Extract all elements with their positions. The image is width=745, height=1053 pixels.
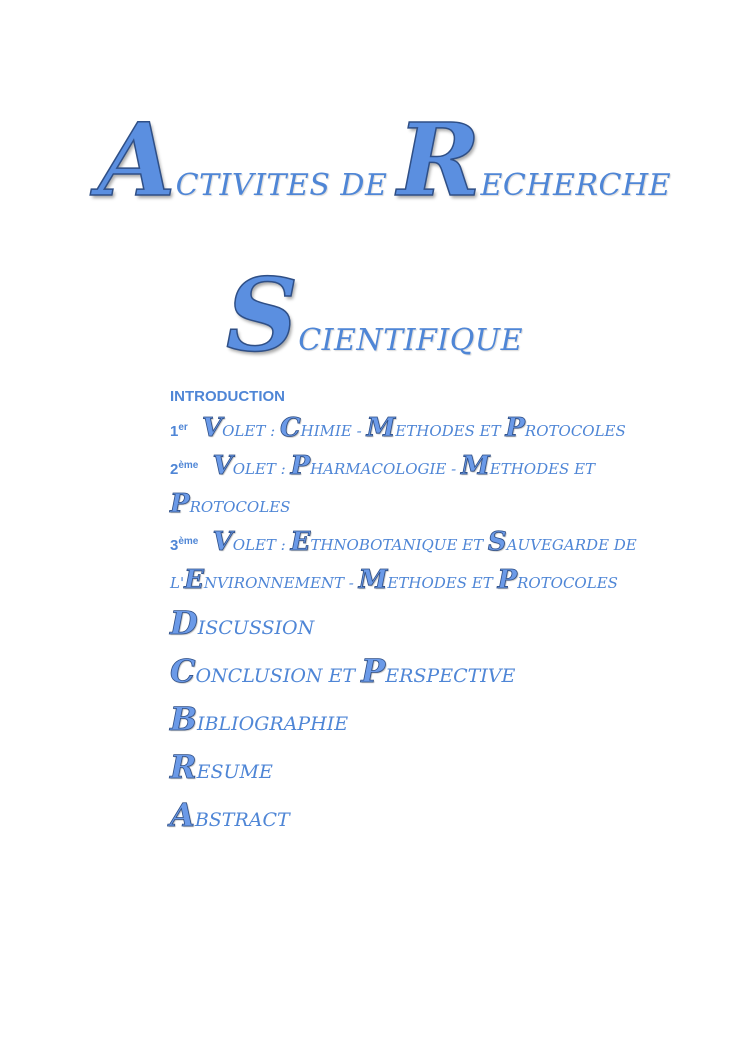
drop-cap: S [487,527,507,557]
toc-resume[interactable] [170,743,600,791]
volet-number: 1er [170,422,188,440]
toc-text: ONCLUSION ET [195,665,362,687]
volet-number: 2ème [170,460,199,478]
drop-cap: V [201,413,223,443]
volet-number: 3ème [170,536,199,554]
drop-cap: C [170,652,196,690]
toc-text: OLET : [222,422,280,440]
toc-discussion[interactable] [170,599,600,647]
toc-text: ROTOCOLES [189,498,291,516]
drop-cap: M [460,451,490,481]
toc-volet-2-cont[interactable] [170,485,600,523]
drop-cap: M [358,565,388,595]
title-text-activites: CTIVITES DE [175,168,398,203]
toc-text: ERSPECTIVE [385,665,516,687]
drop-cap: C [279,413,301,443]
drop-cap: P [505,413,525,443]
toc-text: AUVEGARDE DE [506,536,637,554]
toc-volet-1[interactable] [170,409,626,447]
toc-text: HIMIE - [300,422,367,440]
toc-text: ROTOCOLES [524,422,626,440]
toc-introduction[interactable]: INTRODUCTION [170,388,285,405]
toc-text: HARMACOLOGIE - [310,460,461,478]
drop-cap: P [361,652,386,690]
toc-text: OLET : [232,536,291,554]
toc-text: ETHODES ET [387,574,498,592]
drop-cap: R [170,748,197,786]
drop-cap: V [212,527,233,557]
drop-cap: V [212,451,233,481]
toc-text: ROTOCOLES [517,574,618,592]
toc-text: ESUME [196,761,273,783]
toc-text: THNOBOTANIQUE ET [310,536,488,554]
toc-volet-3-cont[interactable] [170,561,618,599]
toc-conclusion[interactable] [170,647,600,695]
toc-bibliographie[interactable] [170,695,600,743]
toc-abstract[interactable] [170,791,600,839]
title-text-recherche: ECHERCHE [480,168,672,203]
toc-volet-3[interactable] [170,523,637,561]
drop-cap: A [170,796,195,834]
toc-text: OLET : [232,460,291,478]
toc-text: NVIRONNEMENT - [203,574,359,592]
toc-text: L' [170,574,185,592]
toc-text: BSTRACT [194,809,290,831]
main-title-line2 [226,256,523,374]
title-text-scientifique: CIENTIFIQUE [298,323,523,358]
title-drop-cap-s: S [226,256,299,374]
main-title-line1 [98,101,672,219]
drop-cap: P [497,565,518,595]
toc-volet-2[interactable] [170,447,600,485]
toc-text: ISCUSSION [197,617,315,639]
drop-cap: D [170,604,198,642]
toc-text: ETHODES ET [395,422,506,440]
title-drop-cap-r: R [397,101,481,219]
toc-text: IBLIOGRAPHIE [197,713,349,735]
drop-cap: E [290,527,311,557]
drop-cap: M [366,413,396,443]
drop-cap: E [184,565,204,595]
table-of-contents [170,388,637,839]
drop-cap: P [170,489,190,519]
title-drop-cap-a: A [98,101,176,219]
drop-cap: P [290,451,311,481]
drop-cap: B [170,700,198,738]
toc-text: ETHODES ET [489,460,596,478]
